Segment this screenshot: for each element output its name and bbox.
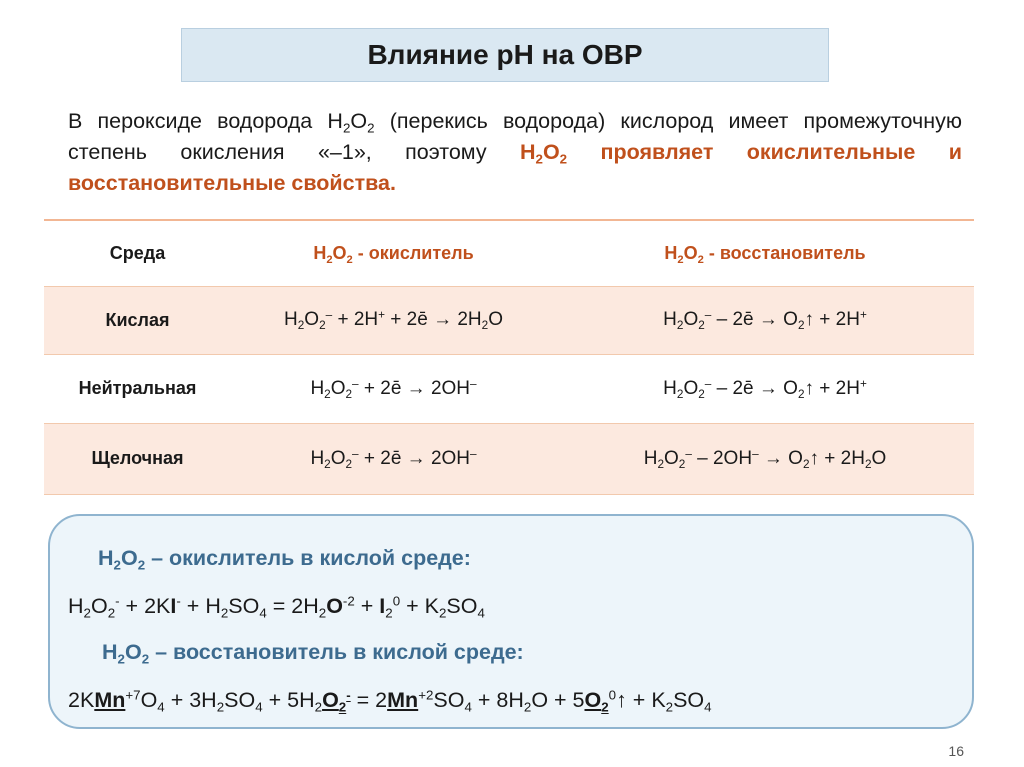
slide-title: Влияние рН на ОВР [181,28,829,82]
header-oxidizer: $H_2O_2$ - окислитель [313,242,474,266]
header-medium: Среда [109,242,166,263]
table-row [44,423,974,494]
table-header-row [44,220,974,286]
intro-highlight: $H_2O_2$ проявляет окислительные и восстановительные свойства. [68,140,962,195]
header-reducer: $H_2O_2$ - восстановитель [664,242,866,266]
examples-panel [48,514,974,729]
oxidizer-equation: $H_2O_2^-$ + 2ē → 2OH– [310,447,477,471]
oxidizer-equation: $H_2O_2^- + 2H^+$ + 2ē → $2H_2O$ [284,308,503,333]
reducer-equation: $H_2O_2^-$ – 2ē → $O_2↑ + 2H^+$ [663,377,867,401]
reducer-equation: $H_2O_2^- - 2OH^-$ → $O_2↑ + 2H_2O$ [643,447,887,471]
example-heading-reducer: $H_2O_2$ – восстановитель в кислой среде: [102,640,524,667]
reducer-equation: $H_2O_2^-$ – 2ē → $O_2↑ + 2H^+$ [663,308,867,333]
table-row [44,354,974,423]
page-number: 16 [948,743,964,759]
example-equation-reducer: $2KMn^{+7}O_4 + 3H_2SO_4 + 5H_2O_2^- = 2Mn^{+2}SO_4 + 8H_2O$ + $5O_2^0↑ + K_2SO_4$ [68,687,712,715]
table-row [44,286,974,354]
reaction-table [44,219,974,495]
medium-cell: Кислая [105,309,170,330]
medium-cell: Нейтральная [78,378,197,398]
medium-cell: Щелочная [91,448,184,468]
intro-paragraph: В пероксиде водорода $H_2O_2$ (перекись водорода) кислород имеет промежуточную степень окисления «–1», поэтому $H_2O_2$ проявляет окислительные и восстановительные свойства. [68,109,962,195]
oxidizer-equation: $H_2O_2^-$ + 2ē → 2OH– [310,377,477,401]
example-equation-oxidizer: $H_2O_2^- + 2KI^- + H_2SO_4 = 2H_2O^{-2} + I_2^0 + K_2SO_4$ [68,593,485,621]
example-heading-oxidizer: $H_2O_2$ – окислитель в кислой среде: [98,546,471,573]
